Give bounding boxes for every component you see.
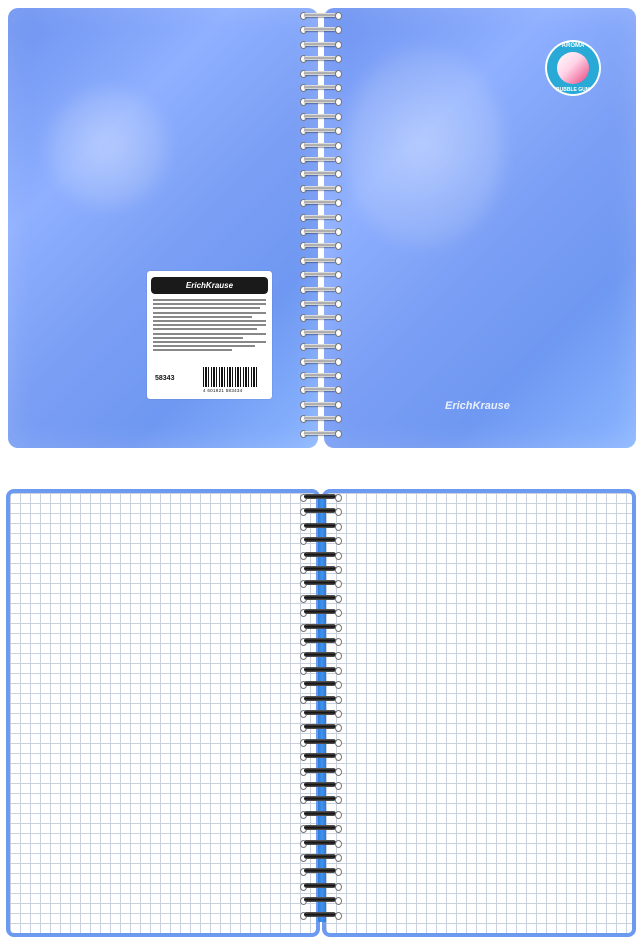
- spiral-coil: [298, 852, 342, 862]
- spiral-coil: [298, 226, 342, 236]
- spiral-coil: [298, 96, 342, 106]
- spiral-coil: [298, 895, 342, 905]
- spiral-coil: [298, 24, 342, 34]
- spiral-coil: [298, 722, 342, 732]
- sticker-brand-logo: ErichKrause: [185, 281, 234, 290]
- product-sticker: [147, 271, 272, 399]
- spiral-coil: [298, 140, 342, 150]
- spiral-coil: [298, 428, 342, 438]
- barcode-digits: 4 601921 583434: [203, 388, 243, 393]
- spiral-coil: [298, 593, 342, 603]
- spiral-coil: [298, 910, 342, 920]
- badge-top-text: AROMA: [561, 43, 585, 49]
- spiral-coil: [298, 708, 342, 718]
- spiral-binding-bottom: [298, 492, 342, 928]
- spiral-coil: [298, 665, 342, 675]
- bubble-gum-icon: [557, 52, 589, 84]
- spiral-coil: [298, 269, 342, 279]
- spiral-coil: [298, 622, 342, 632]
- spiral-coil: [298, 506, 342, 516]
- spiral-coil: [298, 607, 342, 617]
- spiral-coil: [298, 284, 342, 294]
- spiral-coil: [298, 183, 342, 193]
- spiral-coil: [298, 68, 342, 78]
- spiral-coil: [298, 694, 342, 704]
- spiral-coil: [298, 370, 342, 380]
- aroma-badge: [545, 40, 601, 96]
- spiral-coil: [298, 255, 342, 265]
- spiral-coil: [298, 838, 342, 848]
- sticker-header: [151, 277, 268, 294]
- barcode: [203, 367, 259, 387]
- spiral-coil: [298, 197, 342, 207]
- spiral-binding-top: [298, 10, 342, 446]
- spiral-coil: [298, 399, 342, 409]
- spiral-coil: [298, 751, 342, 761]
- spiral-coil: [298, 240, 342, 250]
- badge-bottom-text: BUBBLE GUM: [556, 87, 590, 93]
- spiral-coil: [298, 881, 342, 891]
- spiral-coil: [298, 413, 342, 423]
- spiral-coil: [298, 312, 342, 322]
- spiral-coil: [298, 650, 342, 660]
- spiral-coil: [298, 550, 342, 560]
- spiral-coil: [298, 766, 342, 776]
- spiral-coil: [298, 521, 342, 531]
- spiral-coil: [298, 327, 342, 337]
- sticker-fine-print: [153, 299, 266, 353]
- spiral-coil: [298, 823, 342, 833]
- spiral-coil: [298, 794, 342, 804]
- spiral-coil: [298, 578, 342, 588]
- article-number: 58343: [155, 375, 175, 382]
- spiral-coil: [298, 341, 342, 351]
- spiral-coil: [298, 111, 342, 121]
- spiral-coil: [298, 564, 342, 574]
- left-grid-page: [6, 489, 320, 937]
- spiral-coil: [298, 10, 342, 20]
- spiral-coil: [298, 298, 342, 308]
- spiral-coil: [298, 535, 342, 545]
- spiral-coil: [298, 809, 342, 819]
- spiral-coil: [298, 53, 342, 63]
- front-cover: [324, 8, 636, 448]
- spiral-coil: [298, 866, 342, 876]
- spiral-coil: [298, 356, 342, 366]
- spiral-coil: [298, 82, 342, 92]
- spiral-coil: [298, 780, 342, 790]
- spiral-coil: [298, 168, 342, 178]
- spiral-coil: [298, 384, 342, 394]
- cover-brand-logo: ErichKrause: [445, 400, 510, 412]
- spiral-coil: [298, 492, 342, 502]
- right-grid-page: [322, 489, 636, 937]
- spiral-coil: [298, 125, 342, 135]
- spiral-coil: [298, 737, 342, 747]
- spiral-coil: [298, 636, 342, 646]
- spiral-coil: [298, 154, 342, 164]
- spiral-coil: [298, 39, 342, 49]
- back-cover: [8, 8, 318, 448]
- spiral-coil: [298, 679, 342, 689]
- spiral-coil: [298, 212, 342, 222]
